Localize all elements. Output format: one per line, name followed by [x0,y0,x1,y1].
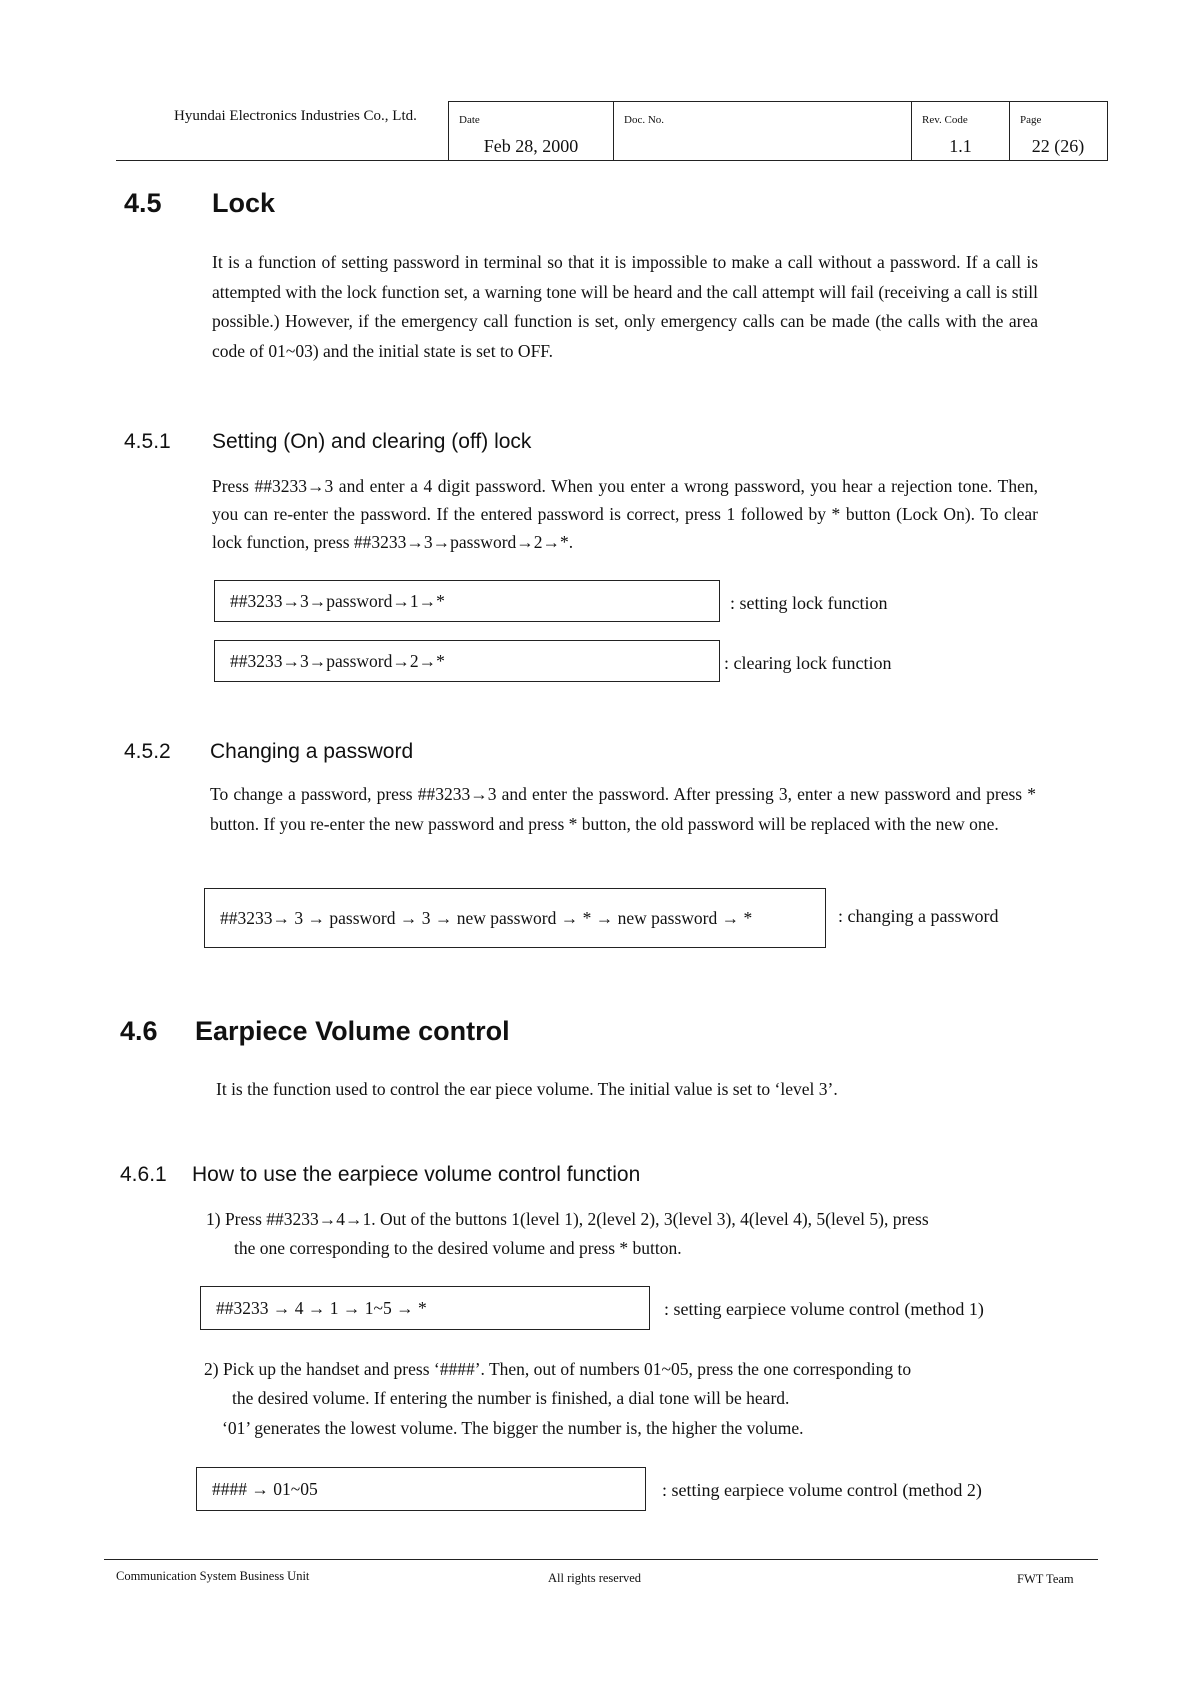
footer-left: Communication System Business Unit [116,1569,310,1583]
section-4-6-body: It is the function used to control the ear piece volume. The initial value is set to ‘level 3’. [216,1079,838,1099]
page-value: 22 (26) [1031,136,1085,156]
footer-right: FWT Team [1017,1572,1074,1586]
volume-step-1-cont: the one corresponding to the desired volume and press * button. [234,1238,682,1258]
volume-step-1: 1) Press ##3233→4→1. Out of the buttons 1(level 1), 2(level 2), 3(level 3), 4(level 4), 5(level 5), press [206,1209,929,1229]
section-4-6-number: 4.6 [120,1016,158,1046]
section-4-5-body: It is a function of setting password in terminal so that it is impossible to make a call without a password. If a call is attempted with the lock function set, a warning tone will be heard and the call attempt will fail (receiving a call is still possible.) However, if the emergency call function is set, only emergency calls can be made (the calls with the area code of 01~03) and the initial state is set to OFF. [212,252,1038,361]
header-table [448,101,1108,161]
docno-cell [613,102,911,160]
section-4-5-number: 4.5 [124,188,162,218]
section-4-6-1-title: How to use the earpiece volume control function [192,1163,641,1186]
docno-label: Doc. No. [624,114,665,126]
volume-method-2-description: : setting earpiece volume control (method 2) [662,1480,982,1500]
section-4-5-2-number: 4.5.2 [124,740,171,763]
section-4-5-2-title: Changing a password [210,740,414,763]
lock-clear-command-box: ##3233→3→password→2→* [214,640,720,682]
lock-set-description: : setting lock function [730,593,888,613]
lock-set-command-box: ##3233→3→password→1→* [214,580,720,622]
section-4-6-1-number: 4.6.1 [120,1163,167,1186]
section-4-5-1-body: Press ##3233→3 and enter a 4 digit password. When you enter a wrong password, you hear a rejection tone. Then, you can re-enter the password. If the entered password is correct, press 1 followed by * button (Lock On). To clear lock function, press ##3233→3→password→2→*. [212,476,1038,552]
volume-method-1-description: : setting earpiece volume control (method 1) [664,1299,984,1319]
footer-rule [104,1559,1098,1560]
lock-clear-description: : clearing lock function [724,653,892,673]
section-4-6-title: Earpiece Volume control [195,1016,510,1046]
change-password-description: : changing a password [838,906,999,926]
volume-method-2-command-box: #### → 01~05 [196,1467,646,1511]
rev-label: Rev. Code [922,114,968,126]
section-4-5-title: Lock [212,188,276,218]
volume-step-2-note: ‘01’ generates the lowest volume. The bigger the number is, the higher the volume. [222,1418,804,1438]
section-4-5-1-title: Setting (On) and clearing (off) lock [212,430,532,453]
company-name: Hyundai Electronics Industries Co., Ltd. [174,108,417,124]
volume-step-2: 2) Pick up the handset and press ‘####’. Then, out of numbers 01~05, press the one corresponding to [204,1359,912,1379]
date-label: Date [459,114,480,126]
volume-method-1-command-box: ##3233 → 4 → 1 → 1~5 → * [200,1286,650,1330]
rev-cell [911,102,1009,160]
section-4-5-2-body: To change a password, press ##3233→3 and enter the password. After pressing 3, enter a new password and press * button. If you re-enter the new password and press * button, the old password will be replaced with the new one. [210,784,1036,834]
page-cell [1009,102,1106,160]
volume-step-2-cont: the desired volume. If entering the number is finished, a dial tone will be heard. [232,1388,790,1408]
rev-value: 1.1 [949,136,972,156]
footer-center: All rights reserved [548,1571,642,1585]
page-label: Page [1020,114,1042,126]
change-password-command-box: ##3233→ 3 → password → 3 → new password → * → new password → * [204,888,826,948]
section-4-5-1-number: 4.5.1 [124,430,171,453]
date-cell [449,102,613,160]
date-value: Feb 28, 2000 [483,136,579,156]
